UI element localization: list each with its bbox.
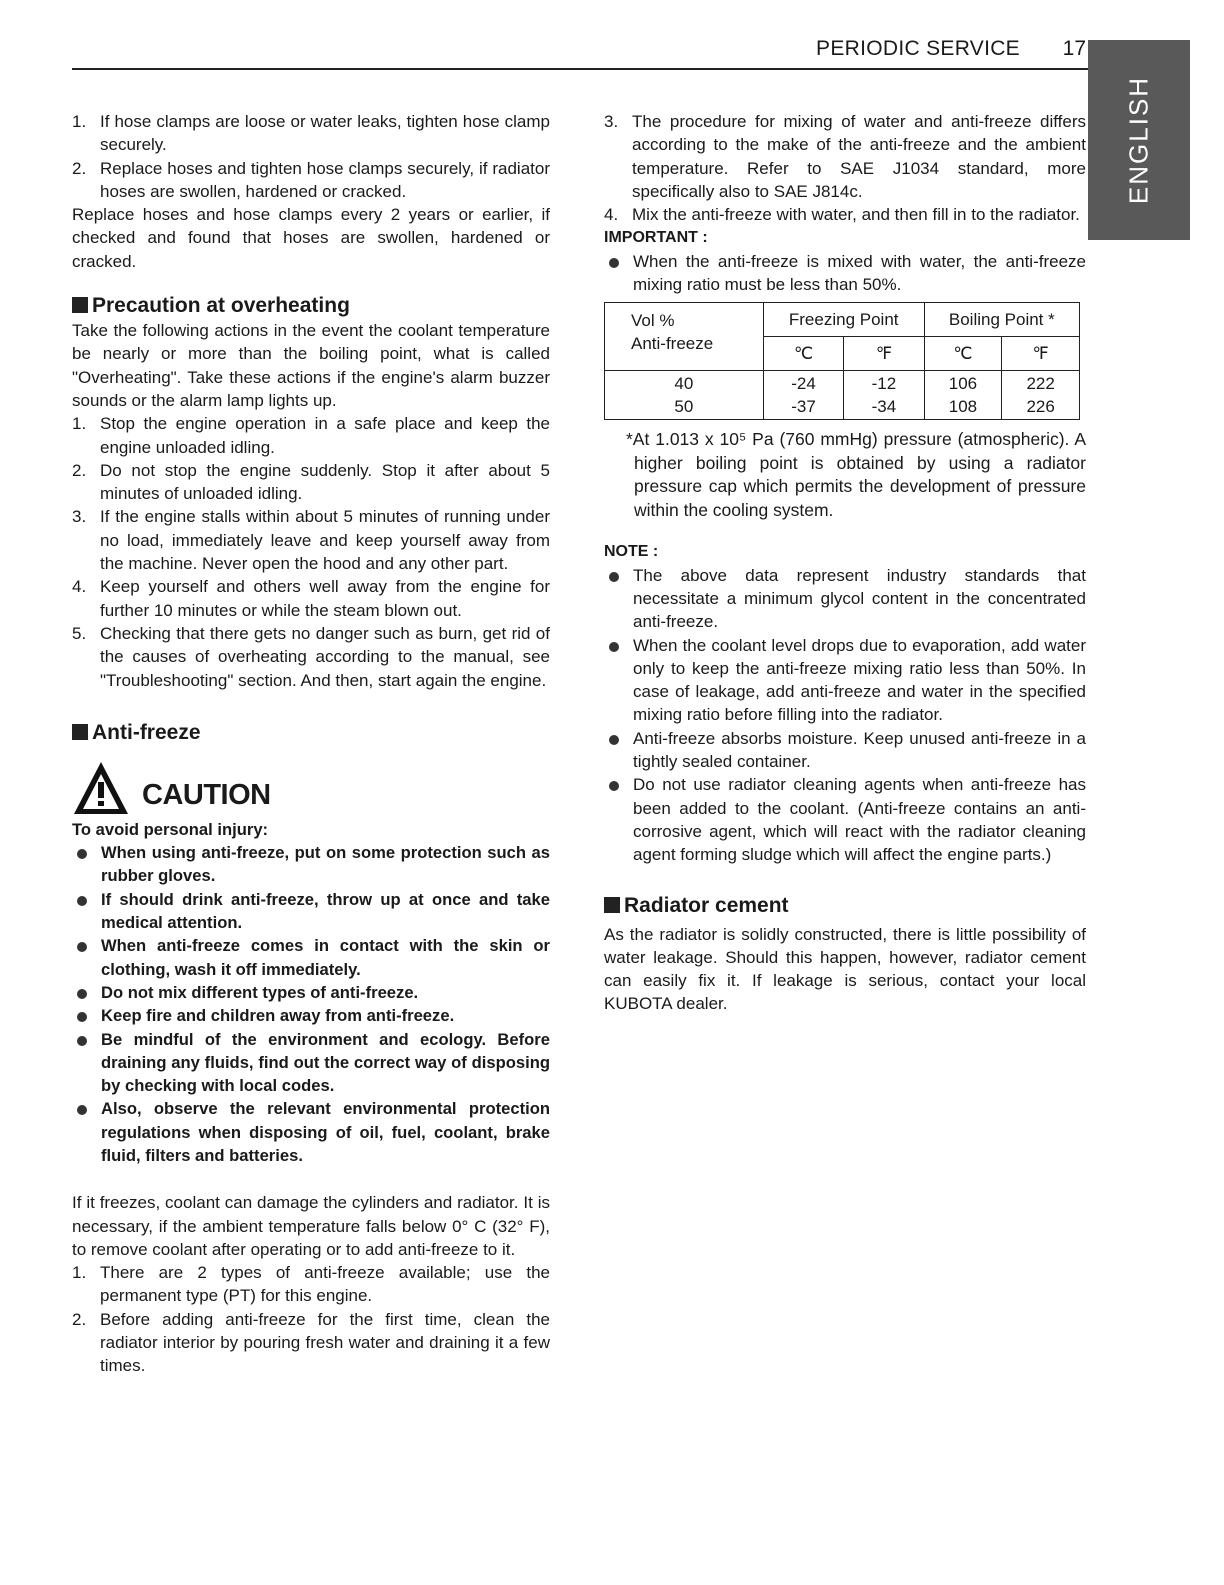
- table-header-cell: [605, 303, 764, 371]
- item-text: Be mindful of the environment and ecology. Before draining any fluids, find out the correct way of disposing by checking with local codes.: [101, 1029, 550, 1096]
- table-cell: [1002, 371, 1080, 420]
- list-item: [72, 1028, 550, 1098]
- bullet-icon: [609, 572, 619, 582]
- list-item: [72, 157, 550, 204]
- right-column: [604, 110, 1086, 1016]
- overheat-paragraph: Take the following actions in the event the coolant temperature be nearly or more than the boiling point, what is called "Overheating". Take these actions if the engine's alarm buzzer sounds or the alarm lamp lights up.: [72, 321, 550, 410]
- list-item: [72, 841, 550, 888]
- item-number: 2.: [72, 460, 87, 480]
- hose-list: [72, 110, 550, 203]
- caution-intro: To avoid personal injury:: [72, 819, 269, 839]
- list-item: [72, 1097, 550, 1167]
- item-text: The procedure for mixing of water and anti-freeze differs according to the make of the anti-freeze and the ambient temperature. Refer to SAE J1034 standard, more specifically also to SAE J814c.: [632, 112, 1086, 201]
- item-text: Checking that there gets no danger such as burn, get rid of the causes of overheating according to the manual, see "Troubleshooting" section. And then, start again the engine.: [100, 623, 550, 690]
- note-label: NOTE :: [604, 543, 659, 561]
- cement-paragraph: As the radiator is solidly constructed, there is little possibility of water leakage. Should this happen, however, radiator cement can easily fix it. If leakage is serious, contact your local KUBOTA dealer.: [604, 924, 1086, 1014]
- bullet-icon: [77, 1105, 87, 1115]
- list-item: [604, 110, 1086, 203]
- square-bullet-icon: [72, 297, 88, 313]
- bullet-icon: [77, 849, 87, 859]
- item-text: Before adding anti-freeze for the first time, clean the radiator interior by pouring fresh water and draining it a few times.: [100, 1309, 550, 1376]
- list-item: [72, 459, 550, 506]
- cell-value: -37: [791, 397, 816, 417]
- list-item: [72, 110, 550, 157]
- list-item: [72, 575, 550, 622]
- item-text: Do not stop the engine suddenly. Stop it after about 5 minutes of unloaded idling.: [100, 460, 550, 504]
- list-item: [72, 1308, 550, 1378]
- item-number: 4.: [72, 577, 87, 597]
- bullet-icon: [77, 1036, 87, 1046]
- item-text: When using anti-freeze, put on some protection such as rubber gloves.: [101, 843, 550, 886]
- cell-value: -24: [791, 374, 816, 394]
- antifreeze-list-b: [604, 110, 1086, 226]
- page-number: 17: [1062, 37, 1086, 60]
- cement-heading: [604, 893, 1086, 919]
- overheat-title: Precaution at overheating: [92, 294, 350, 318]
- freeze-paragraph: If it freezes, coolant can damage the cylinders and radiator. It is necessary, if the ambient temperature falls below 0° C (32° F), to remove coolant after operating or to add anti-freeze to it.: [72, 1193, 550, 1259]
- language-tab-label: ENGLISH: [1123, 75, 1154, 205]
- antifreeze-heading: [72, 720, 550, 746]
- item-text: If the engine stalls within about 5 minutes of running under no load, immediately leave and keep yourself away from the machine. Never open the hood and any other part.: [100, 507, 550, 574]
- item-number: 4.: [604, 205, 619, 225]
- item-text: When the anti-freeze is mixed with water, the anti-freeze mixing ratio must be less than 50%.: [633, 251, 1086, 295]
- list-item: [604, 203, 1086, 226]
- item-number: 2.: [72, 158, 87, 178]
- bullet-icon: [609, 258, 619, 268]
- unit-celsius: ℃: [924, 337, 1002, 371]
- item-text: Do not mix different types of anti-freeze.: [101, 982, 419, 1002]
- item-text: Do not use radiator cleaning agents when anti-freeze has been added to the coolant. (Anti-freeze contains an anti-corrosive agent, which will react with the radiator cleaning agent forming sludge which will affect the engine parts.): [633, 775, 1086, 865]
- table-cell: [605, 371, 764, 420]
- list-item: [604, 564, 1086, 634]
- caution-title: CAUTION: [142, 778, 271, 811]
- item-text: The above data represent industry standards that necessitate a minimum glycol content in the concentrated anti-freeze.: [633, 565, 1086, 632]
- bullet-icon: [77, 989, 87, 999]
- item-text: When the coolant level drops due to evaporation, add water only to keep the anti-freeze mixing ratio less than 50%. In case of leakage, add anti-freeze and water in the specified mixing ratio before filling into the radiator.: [633, 635, 1086, 725]
- caution-header: [72, 760, 550, 818]
- cell-value: 222: [1026, 374, 1055, 394]
- list-item: [72, 505, 550, 575]
- caution-list: [72, 841, 550, 1167]
- item-number: 5.: [72, 623, 87, 643]
- warning-triangle-icon: [72, 760, 130, 816]
- hose-paragraph: Replace hoses and hose clamps every 2 years or earlier, if checked and found that hoses are swollen, hardened or cracked.: [72, 205, 550, 271]
- item-text: If hose clamps are loose or water leaks, tighten hose clamp securely.: [100, 112, 550, 155]
- item-number: 3.: [72, 507, 87, 527]
- list-item: [72, 1261, 550, 1308]
- item-text: Stop the engine operation in a safe place and keep the engine unloaded idling.: [100, 414, 550, 457]
- cell-value: 50: [674, 397, 694, 417]
- list-item: [604, 773, 1086, 866]
- square-bullet-icon: [72, 724, 88, 740]
- unit-celsius: ℃: [763, 337, 843, 371]
- boiling-point-header: Boiling Point *: [924, 303, 1079, 337]
- overheat-list: [72, 412, 550, 692]
- item-text: When anti-freeze comes in contact with the skin or clothing, wash it off immediately.: [101, 936, 550, 979]
- bullet-icon: [609, 781, 619, 791]
- item-number: 1.: [72, 1263, 87, 1283]
- item-text: Mix the anti-freeze with water, and then fill in to the radiator.: [632, 205, 1080, 225]
- item-text: Replace hoses and tighten hose clamps securely, if radiator hoses are swollen, hardened or cracked.: [100, 158, 550, 201]
- item-text: If should drink anti-freeze, throw up at once and take medical attention.: [101, 889, 550, 933]
- table-header-row: [605, 303, 1080, 337]
- unit-fahrenheit: ℉: [844, 337, 924, 371]
- item-number: 1.: [72, 112, 87, 131]
- square-bullet-icon: [604, 897, 620, 913]
- note-list: [604, 564, 1086, 867]
- item-text: Also, observe the relevant environmental protection regulations when disposing of oil, fuel, coolant, brake fluid, filters and batteries.: [101, 1099, 550, 1165]
- important-label: IMPORTANT :: [604, 229, 708, 247]
- table-cell: [763, 371, 843, 420]
- antifreeze-table: [604, 302, 1080, 420]
- cell-value: -34: [871, 397, 897, 417]
- item-number: 2.: [72, 1309, 87, 1329]
- bullet-icon: [609, 735, 619, 745]
- item-text: Anti-freeze absorbs moisture. Keep unused anti-freeze in a tightly sealed container.: [633, 728, 1086, 772]
- table-row: [605, 371, 1080, 420]
- item-text: Keep fire and children away from anti-freeze.: [101, 1006, 455, 1026]
- table-cell: [924, 371, 1002, 420]
- list-item: [604, 634, 1086, 727]
- list-item: [72, 981, 550, 1004]
- section-title: PERIODIC SERVICE: [816, 37, 1020, 60]
- cement-title: Radiator cement: [624, 893, 789, 917]
- antifreeze-label: Anti-freeze: [631, 334, 714, 354]
- list-item: [72, 888, 550, 935]
- antifreeze-list-a: [72, 1261, 550, 1377]
- bullet-icon: [77, 896, 87, 906]
- unit-fahrenheit: ℉: [1002, 337, 1080, 371]
- bullet-icon: [77, 1012, 87, 1022]
- list-item: [72, 1004, 550, 1027]
- item-text: There are 2 types of anti-freeze available; use the permanent type (PT) for this engine.: [100, 1263, 550, 1306]
- caution-box: [72, 818, 550, 1167]
- table-cell: [844, 371, 924, 420]
- item-number: 3.: [604, 112, 619, 131]
- cell-value: 226: [1026, 397, 1055, 417]
- item-number: 1.: [72, 414, 87, 434]
- language-tab: [1088, 40, 1190, 240]
- overheat-heading: [72, 293, 550, 319]
- table-footnote: *At 1.013 x 10⁵ Pa (760 mmHg) pressure (atmospheric). A higher boiling point is obtained by using a radiator pressure cap which permits the development of pressure within the cooling system.: [626, 429, 1086, 520]
- cell-value: 108: [948, 397, 978, 417]
- bullet-icon: [77, 942, 87, 952]
- important-list: [604, 250, 1086, 297]
- vol-label: Vol %: [631, 311, 675, 331]
- list-item: [72, 412, 550, 459]
- left-column: [72, 110, 550, 1378]
- cell-value: 40: [674, 374, 694, 394]
- list-item: [604, 250, 1086, 297]
- cell-value: 106: [948, 374, 978, 394]
- antifreeze-title: Anti-freeze: [92, 720, 201, 744]
- bullet-icon: [609, 642, 619, 652]
- item-text: Keep yourself and others well away from the engine for further 10 minutes or while the steam blown out.: [100, 577, 550, 620]
- list-item: [72, 934, 550, 981]
- list-item: [72, 622, 550, 692]
- cell-value: -12: [871, 374, 897, 394]
- page-header: [72, 34, 1088, 70]
- freezing-point-header: Freezing Point: [763, 303, 924, 337]
- list-item: [604, 727, 1086, 774]
